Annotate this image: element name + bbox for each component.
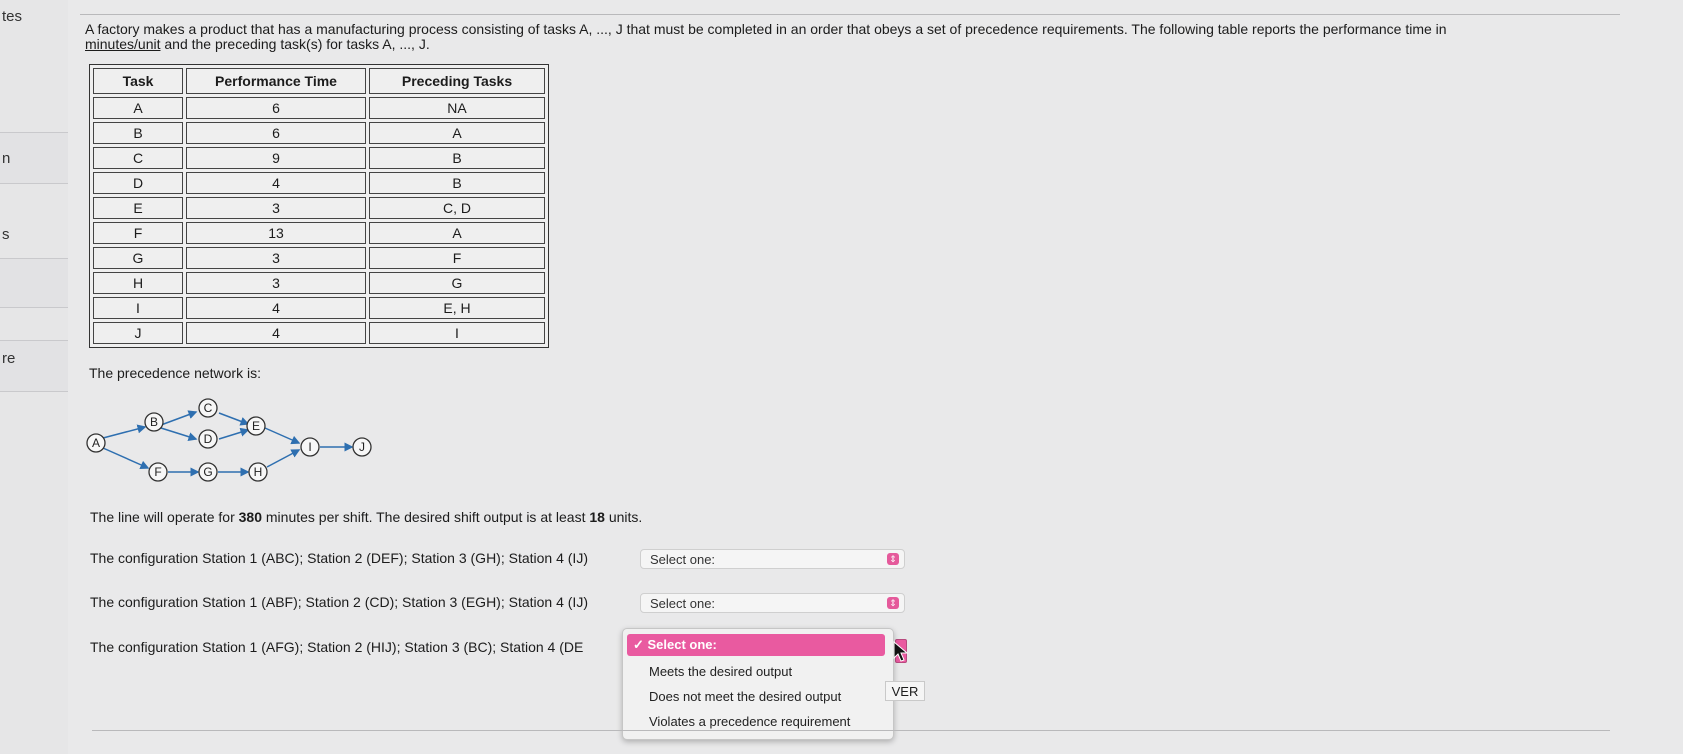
answer-button[interactable]: VER	[885, 681, 925, 701]
network-node-e	[247, 417, 265, 435]
table-cell: G	[93, 247, 183, 269]
sidebar	[0, 0, 68, 754]
chevron-updown-icon: ⇕	[887, 553, 899, 565]
unit-link[interactable]: minutes/unit	[85, 36, 161, 52]
table-row	[93, 197, 545, 219]
network-node-label: G	[203, 465, 213, 479]
mouse-pointer-icon	[893, 641, 909, 663]
table-row	[93, 322, 545, 344]
table-cell: 3	[186, 272, 366, 294]
edge-a-f	[103, 448, 148, 468]
ops-suffix: units.	[604, 509, 643, 525]
ops-middle: minutes per shift. The desired shift output is at least	[262, 509, 590, 525]
sidebar-item-label[interactable]: tes	[2, 8, 23, 25]
network-node-f	[149, 463, 167, 481]
table-row	[93, 272, 545, 294]
top-divider	[80, 14, 1620, 15]
table-row	[93, 222, 545, 244]
network-node-label: F	[154, 465, 162, 479]
ops-units: 18	[589, 509, 605, 525]
network-node-i	[301, 438, 319, 456]
table-cell: B	[369, 172, 545, 194]
dropdown-option-selected[interactable]: ✓ Select one:	[627, 634, 885, 656]
table-cell: 3	[186, 247, 366, 269]
sidebar-item-label[interactable]: s	[2, 226, 10, 243]
network-node-a	[87, 434, 105, 452]
network-node-g	[199, 463, 217, 481]
table-cell: E, H	[369, 297, 545, 319]
network-node-j	[353, 438, 371, 456]
table-cell: F	[369, 247, 545, 269]
table-cell: 13	[186, 222, 366, 244]
config-dropdown-menu[interactable]	[622, 628, 894, 740]
task-table	[89, 64, 549, 348]
network-node-label: B	[149, 415, 159, 429]
table-cell: A	[369, 222, 545, 244]
table-cell: 4	[186, 297, 366, 319]
table-cell: D	[93, 172, 183, 194]
sidebar-tab-2[interactable]	[0, 258, 68, 308]
edge-a-b	[103, 427, 145, 438]
table-cell: C, D	[369, 197, 545, 219]
table-cell: A	[93, 97, 183, 119]
table-row	[93, 122, 545, 144]
table-cell: B	[93, 122, 183, 144]
edge-c-e	[219, 413, 248, 424]
ops-prefix: The line will operate for	[90, 509, 239, 525]
intro-text-end: and the preceding task(s) for tasks A, ..., J.	[160, 36, 430, 52]
edge-e-i	[265, 428, 299, 443]
table-cell: 4	[186, 172, 366, 194]
network-label: The precedence network is:	[89, 365, 261, 381]
ops-minutes: 380	[238, 509, 262, 525]
bottom-divider	[92, 730, 1610, 731]
network-node-h	[249, 463, 267, 481]
table-row	[93, 247, 545, 269]
table-cell: E	[93, 197, 183, 219]
table-cell: 9	[186, 147, 366, 169]
network-node-b	[145, 413, 163, 431]
edge-h-i	[267, 450, 299, 467]
table-cell: F	[93, 222, 183, 244]
table-header-row	[93, 68, 545, 94]
table-cell: C	[93, 147, 183, 169]
problem-intro	[85, 22, 1605, 52]
config-select-2[interactable]	[640, 593, 905, 613]
table-row	[93, 97, 545, 119]
network-node-label: C	[203, 401, 213, 415]
table-cell: J	[93, 322, 183, 344]
config-text-2: The configuration Station 1 (ABF); Station 2 (CD); Station 3 (EGH); Station 4 (IJ)	[90, 594, 588, 610]
dropdown-option[interactable]: Violates a precedence requirement	[649, 714, 851, 729]
network-node-label: J	[359, 440, 365, 454]
table-cell: NA	[369, 97, 545, 119]
table-cell: A	[369, 122, 545, 144]
edge-b-c	[161, 412, 196, 425]
table-header: Performance Time	[186, 68, 366, 94]
table-header: Task	[93, 68, 183, 94]
network-node-c	[199, 399, 217, 417]
table-cell: 4	[186, 322, 366, 344]
config-text-1: The configuration Station 1 (ABC); Station 2 (DEF); Station 3 (GH); Station 4 (IJ)	[90, 550, 588, 566]
sidebar-item-label[interactable]: n	[2, 150, 11, 167]
sidebar-item-label[interactable]: re	[2, 350, 16, 367]
table-cell: I	[369, 322, 545, 344]
chevron-updown-icon: ⇕	[887, 597, 899, 609]
table-cell: 6	[186, 97, 366, 119]
table-row	[93, 297, 545, 319]
config-text-3: The configuration Station 1 (AFG); Station 2 (HIJ); Station 3 (BC); Station 4 (DE	[90, 639, 584, 655]
network-node-label: H	[253, 465, 263, 479]
intro-text: A factory makes a product that has a manufacturing process consisting of tasks A, ..., J that must be completed in an order that obeys a set of precedence requirements. The following table reports the performance time in	[85, 21, 1447, 37]
table-header: Preceding Tasks	[369, 68, 545, 94]
config-select-1[interactable]	[640, 549, 905, 569]
table-cell: 6	[186, 122, 366, 144]
network-node-d	[199, 430, 217, 448]
network-node-label: A	[91, 436, 101, 450]
network-node-label: E	[251, 419, 261, 433]
table-row	[93, 172, 545, 194]
dropdown-option[interactable]: Does not meet the desired output	[649, 689, 842, 704]
network-node-label: D	[203, 432, 213, 446]
table-cell: H	[93, 272, 183, 294]
dropdown-option[interactable]: Meets the desired output	[649, 664, 793, 679]
table-cell: G	[369, 272, 545, 294]
operations-text	[90, 509, 642, 525]
table-cell: B	[369, 147, 545, 169]
edge-b-d	[161, 428, 196, 439]
table-cell: 3	[186, 197, 366, 219]
precedence-network-diagram	[86, 395, 386, 495]
select-label: Select one:	[650, 596, 716, 611]
table-cell: I	[93, 297, 183, 319]
table-row	[93, 147, 545, 169]
network-node-label: I	[308, 440, 312, 454]
select-label: Select one:	[650, 552, 716, 567]
edge-d-e	[219, 430, 248, 439]
